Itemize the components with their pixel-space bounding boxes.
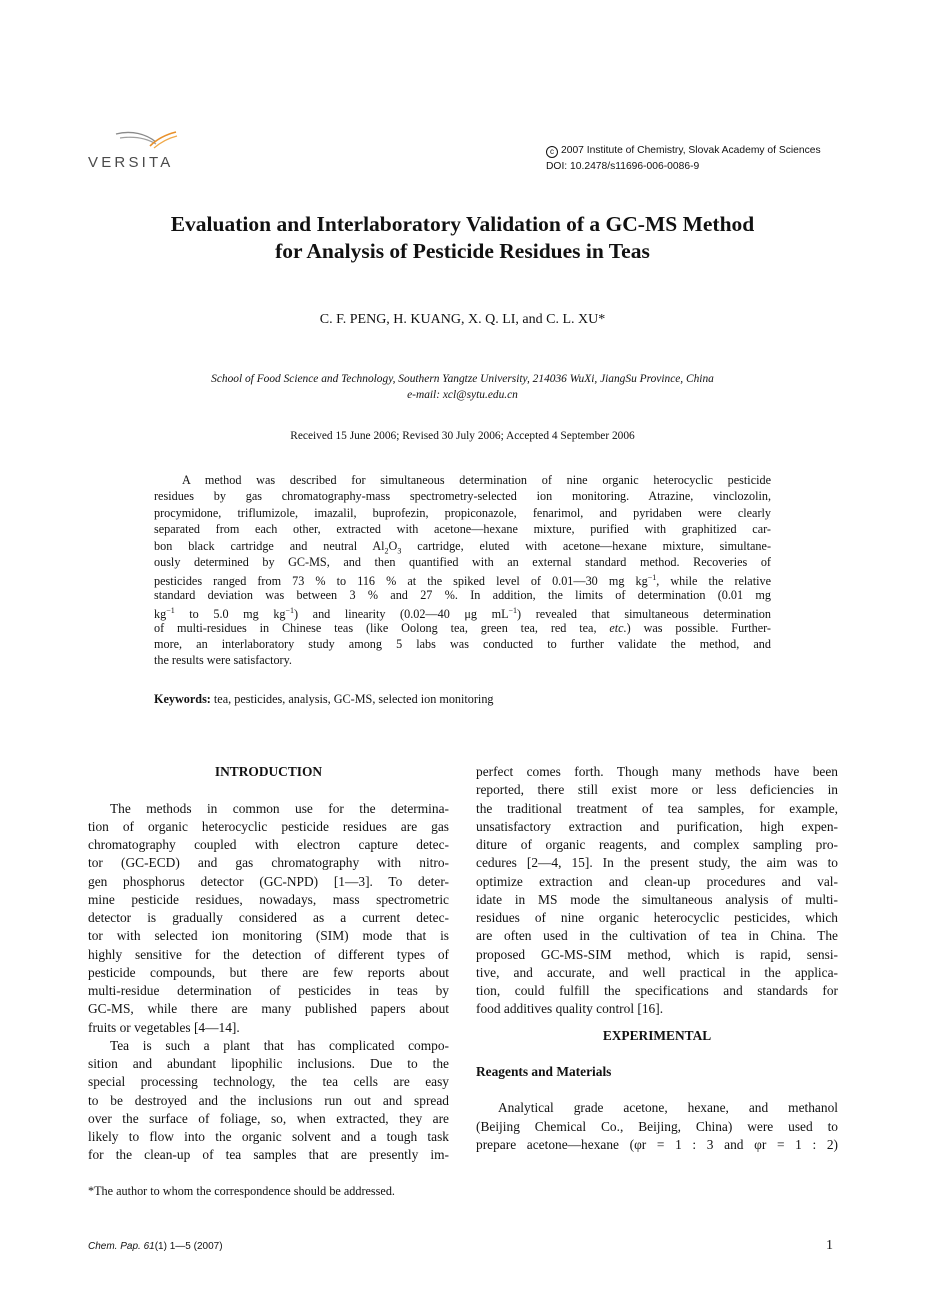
versita-swoosh-icon: [114, 128, 180, 152]
keywords-text: tea, pesticides, analysis, GC-MS, selected ion monitoring: [213, 692, 494, 706]
copyright-block: [546, 143, 846, 175]
abstract-line: of multi-residues in Chinese teas (like Oolong tea, green tea, red tea, etc.) was possible. Further-: [154, 620, 771, 635]
keywords: [154, 692, 771, 707]
affiliation-line: School of Food Science and Technology, Southern Yangtze University, 214036 WuXi, JiangSu Province, China: [211, 373, 714, 385]
body-line: for the clean-up of tea samples that are presently im-: [88, 1147, 449, 1163]
subsection-heading-reagents: Reagents and Materials: [476, 1063, 612, 1079]
body-line: residues of nine organic heterocyclic pesticides, which: [476, 910, 838, 925]
abstract-line: bon black cartridge and neutral $Al_2O_3$ cartridge, eluted with acetone—hexane mixture, simultane-: [154, 538, 771, 555]
body-line: sition and abundant lipophilic inclusions. Due to the: [88, 1056, 449, 1071]
body-line: (Beijing Chemical Co., Beijing, China) were used to: [476, 1118, 838, 1134]
authors: C. F. PENG, H. KUANG, X. Q. LI, and C. L. XU*: [319, 312, 606, 327]
body-line: cedures [2—4, 15]. In the present study, the aim was to: [476, 855, 838, 871]
author-email: e-mail: xcl@sytu.edu.cn: [407, 389, 518, 401]
body-line: Tea is such a plant that has complicated compo-: [110, 1037, 449, 1053]
left-column: [88, 763, 449, 1165]
journal-citation: [88, 1241, 223, 1252]
body-line: tion of organic heterocyclic pesticide residues are gas: [88, 818, 449, 834]
correspondence-footnote: *The author to whom the correspondence should be addressed.: [88, 1184, 395, 1198]
body-line: mine pesticide residues, nowadays, mass spectrometric: [88, 891, 449, 907]
abstract-line: residues by gas chromatography-mass spectrometry-selected ion monitoring. Atrazine, vinclozolin,: [154, 489, 771, 504]
body-line: tion, could fulfill the specifications and standards for: [476, 983, 838, 998]
body-line: diture of organic reagents, and complex sampling pro-: [476, 837, 838, 852]
journal-name: Chem. Pap.: [88, 1241, 141, 1252]
abstract-line: the results were satisfactory.: [154, 653, 292, 668]
copyright-icon: c: [546, 146, 558, 158]
abstract-line: pesticides ranged from 73 % to 116 % at the spiked level of 0.01—30 mg $kg^{-1}$, while the relative: [154, 573, 771, 589]
affiliation: [90, 371, 835, 403]
doi: DOI: 10.2478/s11696-006-0086-9: [546, 161, 700, 172]
title-line-2: for Analysis of Pesticide Residues in Teas: [275, 239, 650, 263]
body-line: Analytical grade acetone, hexane, and methanol: [498, 1100, 838, 1116]
body-line: detector is gradually considered as a current detec-: [88, 910, 449, 925]
abstract-line: ously determined by GC-MS, and then quantified with an external standard method. Recoveries of: [154, 554, 771, 569]
body-line: multi-residue determination of pesticides in teas by: [88, 983, 449, 998]
body-line: fruits or vegetables [4—14].: [88, 1019, 240, 1035]
abstract-line: separated from each other, extracted with acetone—hexane mixture, purified with graphitized car-: [154, 522, 771, 537]
body-line: likely to flow into the organic solvent and a tough task: [88, 1129, 449, 1144]
body-line: gen phosphorus detector (GC-NPD) [1—3]. To deter-: [88, 873, 449, 889]
body-line: over the surface of foliage, so, when extracted, they are: [88, 1110, 449, 1126]
logo-text: VERSITA: [88, 154, 174, 171]
body-line: highly sensitive for the detection of different types of: [88, 946, 449, 962]
body-line: tor (GC-ECD) and gas chromatography with nitro-: [88, 855, 449, 871]
body-line: special processing technology, the tea cells are easy: [88, 1074, 449, 1090]
abstract-line: standard deviation was between 3 % and 27 %. In addition, the limits of determination (0.01 mg: [154, 587, 771, 602]
journal-volume: 61: [143, 1241, 155, 1252]
abstract-line: $kg^{-1}$ to 5.0 mg $kg^{-1}$) and linearity (0.02—40 μg $mL^{-1}$) revealed that simultaneous determination: [154, 606, 771, 622]
section-heading-experimental: EXPERIMENTAL: [602, 1027, 712, 1043]
body-line: GC-MS, while there are many published papers about: [88, 1001, 449, 1017]
body-line: tive, and accurate, and well practical in the applica-: [476, 964, 838, 980]
copyright-line: c 2007 Institute of Chemistry, Slovak Academy of Sciences: [546, 143, 846, 159]
body-line: perfect comes forth. Though many methods have been: [476, 764, 838, 779]
body-line: reported, there still exist more or less deficiencies in: [476, 782, 838, 798]
body-line: optimize extraction and clean-up procedures and val-: [476, 873, 838, 889]
right-column: [476, 763, 838, 1154]
article-title: [90, 211, 835, 265]
body-line: unsatisfactory extraction and purification, high expen-: [476, 818, 838, 834]
body-line: chromatography coupled with electron capture detec-: [88, 837, 449, 852]
body-line: idate in MS mode the simultaneous analysis of multi-: [476, 891, 838, 907]
keywords-label: Keywords:: [154, 692, 211, 706]
body-line: food additives quality control [16].: [476, 1001, 664, 1017]
abstract-line: more, an interlaboratory study among 5 labs was conducted to further validate the method, and: [154, 636, 771, 651]
title-line-1: Evaluation and Interlaboratory Validation of a GC-MS Method: [170, 212, 755, 236]
section-heading-introduction: INTRODUCTION: [214, 764, 323, 779]
received-dates: Received 15 June 2006; Revised 30 July 2006; Accepted 4 September 2006: [290, 430, 635, 442]
body-line: The methods in common use for the determina-: [110, 800, 449, 816]
publisher-logo: [88, 128, 188, 174]
body-line: proposed GC-MS-SIM method, which is rapid, sensi-: [476, 946, 838, 962]
page-number: 1: [826, 1238, 833, 1253]
body-line: tor with selected ion monitoring (SIM) mode that is: [88, 928, 449, 944]
abstract-line: A method was described for simultaneous determination of nine organic heterocyclic pesticide: [182, 473, 771, 487]
body-line: prepare acetone—hexane (φr = 1 : 3 and φr = 1 : 2): [476, 1136, 838, 1152]
body-line: pesticide compounds, but there are few reports about: [88, 964, 449, 980]
abstract-line: procymidone, triflumizole, imazalil, buprofezin, propiconazole, fenarimol, and pyridaben were clearly: [154, 505, 771, 520]
body-line: are often used in the cultivation of tea in China. The: [476, 928, 838, 944]
abstract: [154, 472, 771, 669]
body-line: the traditional treatment of tea samples, for example,: [476, 800, 838, 816]
body-line: to be destroyed and the inclusions run out and spread: [88, 1092, 449, 1108]
journal-issue-pages: (1) 1—5 (2007): [154, 1241, 223, 1252]
